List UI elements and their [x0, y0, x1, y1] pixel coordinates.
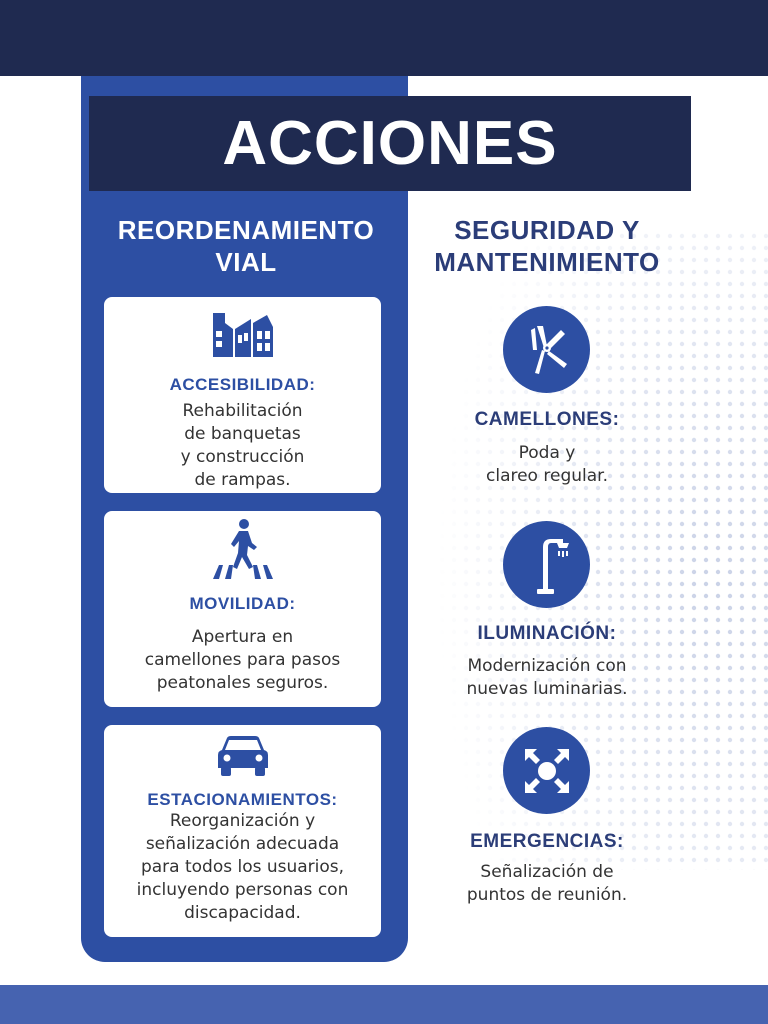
left-section-heading: [92, 214, 400, 278]
item-description: [430, 442, 664, 488]
description-line: de rampas.: [194, 470, 291, 490]
card-description: [104, 626, 381, 695]
top-banner: [0, 0, 768, 76]
description-line: Apertura en: [191, 627, 294, 647]
card-accesibilidad: [104, 297, 381, 493]
description-line: nuevas luminarias.: [466, 679, 628, 699]
card-estacionamientos: [104, 725, 381, 937]
item-label: CAMELLONES:: [474, 409, 620, 430]
description-line: Señalización de: [480, 862, 614, 882]
card-movilidad: [104, 511, 381, 707]
item-description: [430, 861, 664, 907]
item-emergencias: [430, 727, 664, 917]
heading-line: MANTENIMIENTO: [434, 247, 660, 277]
description-line: Poda y: [518, 443, 576, 463]
description-line: señalización adecuada: [145, 834, 340, 854]
pedestrian-crossing-icon: [104, 517, 381, 579]
card-label: ACCESIBILIDAD:: [169, 375, 316, 394]
card-description: [104, 810, 381, 925]
heading-line: REORDENAMIENTO: [117, 215, 375, 245]
item-description: [430, 655, 664, 701]
car-icon: [104, 734, 381, 776]
description-line: camellones para pasos: [144, 650, 341, 670]
description-line: peatonales seguros.: [156, 673, 329, 693]
pruning-shears-icon: [503, 306, 590, 393]
item-label: ILUMINACIÓN:: [477, 623, 617, 644]
description-line: Reorganización y: [169, 811, 316, 831]
description-line: incluyendo personas con: [136, 880, 349, 900]
heading-line: VIAL: [215, 247, 277, 277]
description-line: para todos los usuarios,: [140, 857, 345, 877]
card-label: ESTACIONAMIENTOS:: [147, 790, 338, 809]
description-line: discapacidad.: [184, 903, 301, 923]
bottom-banner: [0, 985, 768, 1024]
item-label: EMERGENCIAS:: [470, 831, 624, 852]
description-line: de banquetas: [184, 424, 301, 444]
description-line: Rehabilitación: [182, 401, 303, 421]
right-section-heading: [408, 214, 686, 278]
item-iluminacion: [430, 521, 664, 711]
description-line: puntos de reunión.: [466, 885, 628, 905]
street-lamp-icon: [503, 521, 590, 608]
description-line: Modernización con: [467, 656, 627, 676]
item-camellones: [430, 306, 664, 496]
page-title: ACCIONES: [222, 109, 558, 178]
meeting-point-icon: [503, 727, 590, 814]
description-line: y construcción: [180, 447, 305, 467]
heading-line: SEGURIDAD Y: [454, 215, 640, 245]
card-label: MOVILIDAD:: [189, 594, 296, 613]
card-description: [104, 400, 381, 492]
description-line: clareo regular.: [486, 466, 608, 486]
building-ramp-icon: [104, 309, 381, 357]
title-banner: [89, 96, 691, 191]
